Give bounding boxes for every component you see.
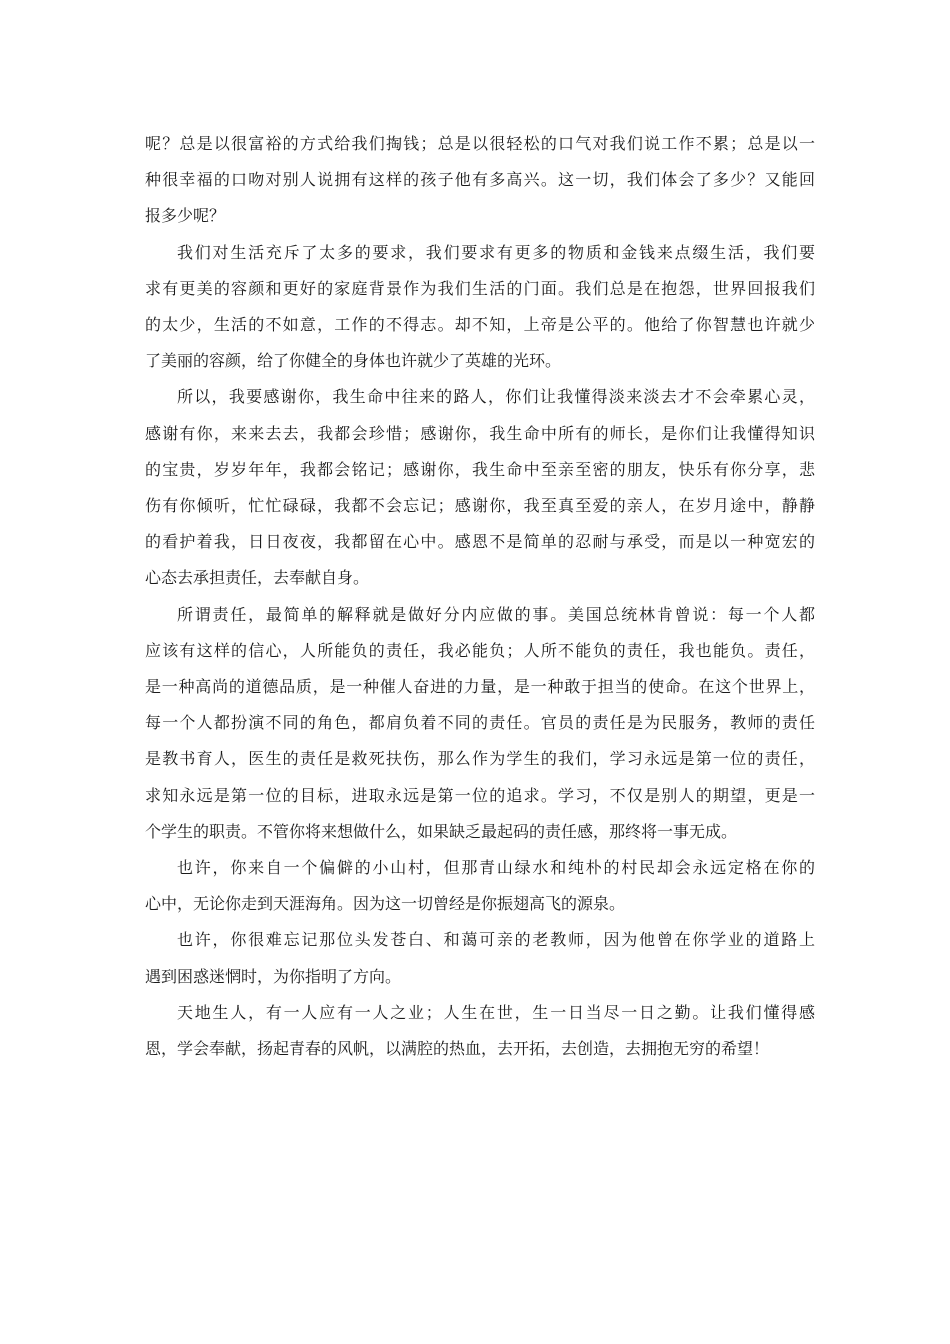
essay-body: [145, 126, 815, 1067]
text-line: 天地生人，有一人应有一人之业；人生在世，生一日当尽一日之勤。让我们懂得感: [177, 1002, 815, 1022]
text-line: 了美丽的容颜，给了你健全的身体也许就少了英雄的光环。: [145, 351, 562, 371]
text-line: 心态去承担责任，去奉献自身。: [145, 568, 370, 588]
paragraph-7: [145, 995, 815, 1067]
text-line: 是教书育人，医生的责任是救死扶伤，那么作为学生的我们，学习永远是第一位的责任，: [145, 749, 815, 769]
text-line: 种很幸福的口吻对别人说拥有这样的孩子他有多高兴。这一切，我们体会了多少？又能回: [145, 170, 815, 190]
paragraph-6: [145, 922, 815, 994]
text-line: 遇到困惑迷惘时，为你指明了方向。: [145, 966, 402, 986]
text-line: 恩，学会奉献，扬起青春的风帆，以满腔的热血，去开拓，去创造，去拥抱无穷的希望！: [145, 1039, 770, 1059]
paragraph-1: [145, 126, 815, 235]
text-line: 心中，无论你走到天涯海角。因为这一切曾经是你振翅高飞的源泉。: [145, 894, 626, 914]
text-line: 应该有这样的信心，人所能负的责任，我必能负；人所不能负的责任，我也能负。责任，: [145, 640, 815, 660]
text-line: 所谓责任，最简单的解释就是做好分内应做的事。美国总统林肯曾说：每一个人都: [177, 604, 815, 624]
text-line: 求有更美的容颜和更好的家庭背景作为我们生活的门面。我们总是在抱怨，世界回报我们: [145, 278, 815, 298]
text-line: 也许，你很难忘记那位头发苍白、和蔼可亲的老教师，因为他曾在你学业的道路上: [177, 930, 815, 950]
text-line: 报多少呢？: [145, 206, 226, 226]
text-line: 个学生的职责。不管你将来想做什么，如果缺乏最起码的责任感，那终将一事无成。: [145, 821, 738, 841]
paragraph-4: [145, 597, 815, 850]
text-line: 感谢有你，来来去去，我都会珍惜；感谢你，我生命中所有的师长，是你们让我懂得知识: [145, 423, 815, 443]
text-line: 伤有你倾听，忙忙碌碌，我都不会忘记；感谢你，我至真至爱的亲人，在岁月途中，静静: [145, 496, 815, 516]
text-line: 我们对生活充斥了太多的要求，我们要求有更多的物质和金钱来点缀生活，我们要: [177, 242, 815, 262]
text-line: 是一种高尚的道德品质，是一种催人奋进的力量，是一种敢于担当的使命。在这个世界上，: [145, 677, 815, 697]
text-line: 所以，我要感谢你，我生命中往来的路人，你们让我懂得淡来淡去才不会牵累心灵，: [177, 387, 815, 407]
text-line: 每一个人都扮演不同的角色，都肩负着不同的责任。官员的责任是为民服务，教师的责任: [145, 713, 815, 733]
text-line: 的宝贵，岁岁年年，我都会铭记；感谢你，我生命中至亲至密的朋友，快乐有你分享，悲: [145, 459, 815, 479]
paragraph-3: [145, 379, 815, 596]
paragraph-5: [145, 850, 815, 922]
paragraph-2: [145, 235, 815, 380]
text-line: 呢？总是以很富裕的方式给我们掏钱；总是以很轻松的口气对我们说工作不累；总是以一: [145, 134, 815, 153]
text-line: 的看护着我，日日夜夜，我都留在心中。感恩不是简单的忍耐与承受，而是以一种宽宏的: [145, 532, 815, 552]
text-line: 求知永远是第一位的目标，进取永远是第一位的追求。学习，不仅是别人的期望，更是一: [145, 785, 815, 805]
text-line: 也许，你来自一个偏僻的小山村，但那青山绿水和纯朴的村民却会永远定格在你的: [177, 858, 815, 878]
text-line: 的太少，生活的不如意，工作的不得志。却不知，上帝是公平的。他给了你智慧也许就少: [145, 315, 815, 335]
